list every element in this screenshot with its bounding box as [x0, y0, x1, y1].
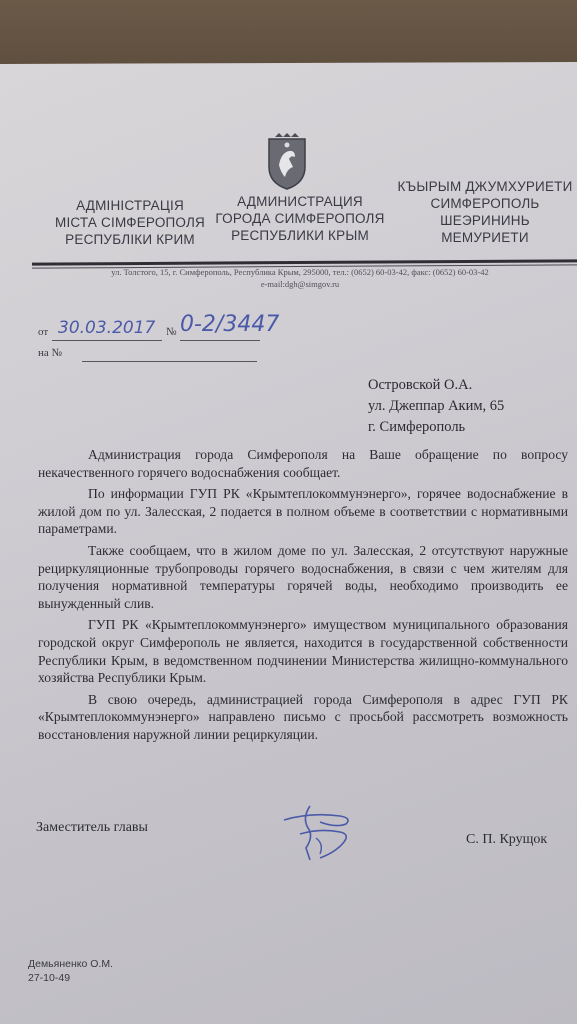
header-russian-line-1: АДМИНИСТРАЦИЯ: [237, 194, 363, 209]
reply-to-underline: [82, 361, 257, 362]
recipient-city: г. Симферополь: [368, 419, 466, 435]
header-crimean-tatar: [390, 178, 577, 246]
date-underline: [52, 340, 162, 341]
header-ukrainian: [40, 197, 220, 248]
header-crimean-tatar-line-1: КЪЫРЫМ ДЖУМХУРИЕТИ: [397, 179, 573, 194]
header-russian-line-2: ГОРОДА СИМФЕРОПОЛЯ: [215, 211, 385, 226]
header-ukrainian-line-1: АДМІНІСТРАЦІЯ: [76, 198, 184, 213]
header-russian: [205, 193, 395, 244]
number-underline: [180, 340, 260, 341]
executor-phone: 27-10-49: [28, 972, 71, 984]
reply-to-label: на №: [38, 347, 63, 359]
body-paragraph-4: ГУП РК «Крымтеплокоммунэнерго» имуществом муниципального образования городской округ Симферополь не является, находится в государственной собственности Республики Крым, в ведомственном подчинении Министерства жилищно-коммунального хозяйства Республики Крым.: [38, 617, 568, 686]
number-handwritten: 0-2/3447: [180, 312, 280, 337]
address-block: [40, 266, 560, 290]
date-handwritten: 30.03.2017: [58, 318, 156, 338]
recipient-block: [368, 375, 504, 438]
header-ukrainian-line-3: РЕСПУБЛІКИ КРИМ: [65, 232, 195, 247]
recipient-street: ул. Джеппар Аким, 65: [368, 398, 505, 414]
signatory-title: Заместитель главы: [36, 820, 148, 835]
header-ukrainian-line-2: МІСТА СІМФЕРОПОЛЯ: [55, 215, 205, 230]
header-crimean-tatar-line-4: МЕМУРИЕТИ: [441, 230, 529, 245]
body-paragraph-1: Администрация города Симферополя на Ваше обращение по вопросу некачественного горячего водоснабжения сообщает.: [38, 447, 568, 480]
executor-block: [28, 957, 113, 985]
header-crimean-tatar-line-2: СИМФЕРОПОЛЬ: [430, 196, 540, 211]
letter-body: [38, 446, 568, 744]
signatory-name: С. П. Крущок: [466, 832, 548, 847]
address-line: ул. Толстого, 15, г. Симферополь, Республика Крым, 295000, тел.: (0652) 60-03-42, факс: (0652) 60-03-42: [111, 267, 489, 277]
photo-background: [0, 0, 577, 70]
email-line: e-mail:dgh@simgov.ru: [260, 279, 340, 289]
executor-name: Демьяненко О.М.: [28, 958, 113, 970]
header-crimean-tatar-line-3: ШЕЭРИНИНЬ: [440, 213, 530, 228]
body-paragraph-3: Также сообщаем, что в жилом доме по ул. Залесская, 2 отсутствуют наружные рециркуляционные трубопроводы горячего водоснабжения, в связи с чем жителям для получения нормативной температуры горячей воды, необходимо производить ее вынужденный слив.: [38, 542, 568, 611]
number-label: №: [166, 326, 177, 338]
body-paragraph-2: По информации ГУП РК «Крымтеплокоммунэнерго», горячее водоснабжение в жилой дом по ул. Залесская, 2 подается в полном объеме в соответствии с нормативными параметрами.: [38, 486, 568, 537]
date-label: от: [38, 326, 49, 338]
header-russian-line-3: РЕСПУБЛИКИ КРЫМ: [231, 228, 369, 243]
handwritten-signature-icon: [280, 798, 360, 868]
crimea-coat-of-arms-icon: [265, 133, 309, 191]
recipient-name: Островской О.А.: [368, 377, 473, 393]
body-paragraph-5: В свою очередь, администрацией города Симферополя в адрес ГУП РК «Крымтеплокоммунэнерго» направлено письмо с просьбой рассмотреть возможность восстановления наружной линии рециркуляции.: [38, 691, 568, 742]
